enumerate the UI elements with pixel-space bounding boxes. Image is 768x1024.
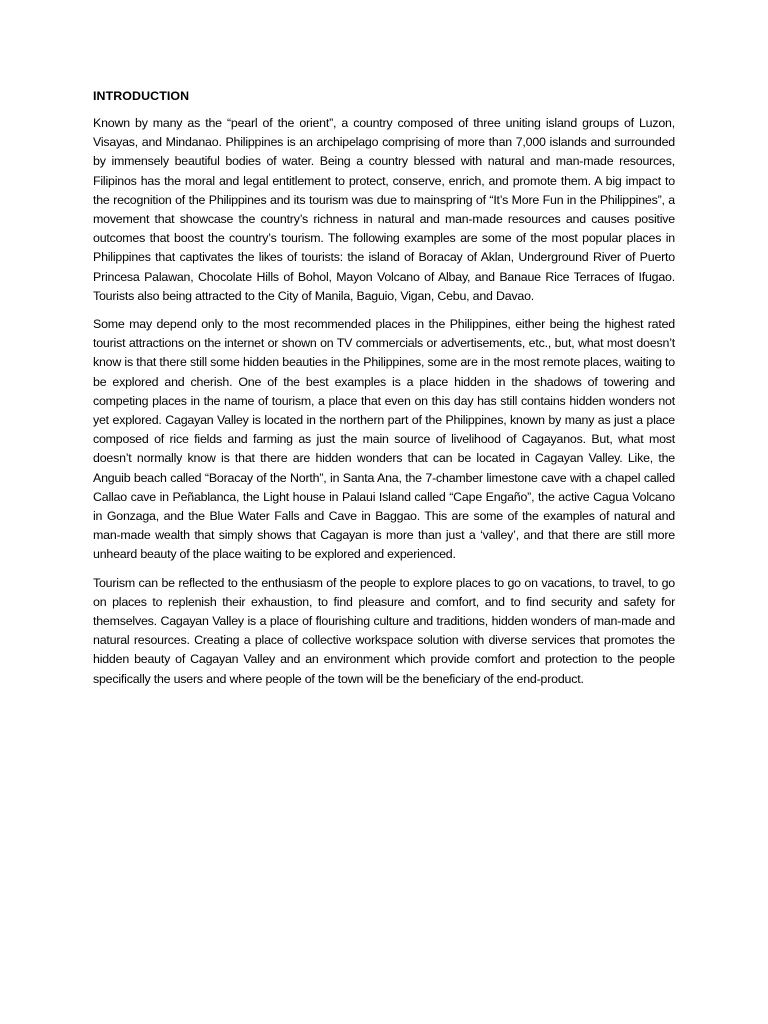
- paragraph-2: Some may depend only to the most recommended places in the Philippines, either being the highest rated tourist attractions on the internet or shown on TV commercials or advertisements, etc., but, what most doesn’t know is that there still some hidden beauties in the Philippines, some are in the most remote places, waiting to be explored and cherish. One of the best examples is a place hidden in the shadows of towering and competing places in the name of tourism, a place that even on this day has still contains hidden wonders not yet explored. Cagayan Valley is located in the northern part of the Philippines, known by many as just a place composed of rice fields and farming as just the main source of livelihood of Cagayanos. But, what most doesn’t normally know is that there are hidden wonders that can be located in Cagayan Valley. Like, the Anguib beach called “Boracay of the North”, in Santa Ana, the 7-chamber limestone cave with a chapel called Callao cave in Peñablanca, the Light house in Palaui Island called “Cape Engaño”, the active Cagua Volcano in Gonzaga, and the Blue Water Falls and Cave in Baggao. This are some of the examples of natural and man-made wealth that simply shows that Cagayan is more than just a ‘valley’, and that there are still more unheard beauty of the place waiting to be explored and experienced.: [93, 317, 675, 562]
- paragraph-1: Known by many as the “pearl of the orient”, a country composed of three uniting island groups of Luzon, Visayas, and Mindanao. Philippines is an archipelago comprising of more than 7,000 islands and surrounded by immensely beautiful bodies of water. Being a country blessed with natural and man-made resources, Filipinos has the moral and legal entitlement to protect, conserve, enrich, and promote them. A big impact to the recognition of the Philippines and its tourism was due to mainspring of “It’s More Fun in the Philippines”, a movement that showcase the country’s richness in natural and man-made resources and causes positive outcomes that boost the country’s tourism. The following examples are some of the most popular places in Philippines that captivates the likes of tourists: the island of Boracay of Aklan, Underground River of Puerto Princesa Palawan, Chocolate Hills of Bohol, Mayon Volcano of Albay, and Banaue Rice Terraces of Ifugao. Tourists also being attracted to the City of Manila, Baguio, Vigan, Cebu, and Davao.: [93, 116, 675, 303]
- section-heading: INTRODUCTION: [93, 89, 190, 103]
- document-body: [93, 87, 675, 698]
- paragraph-3: Tourism can be reflected to the enthusiasm of the people to explore places to go on vacations, to travel, to go on places to replenish their exhaustion, to find pleasure and comfort, and to find security and safety for themselves. Cagayan Valley is a place of flourishing culture and traditions, hidden wonders of man-made and natural resources. Creating a place of collective workspace solution with diverse services that promotes the hidden beauty of Cagayan Valley and an environment which provide comfort and protection to the people specifically the users and where people of the town will be the beneficiary of the end-product.: [93, 575, 675, 686]
